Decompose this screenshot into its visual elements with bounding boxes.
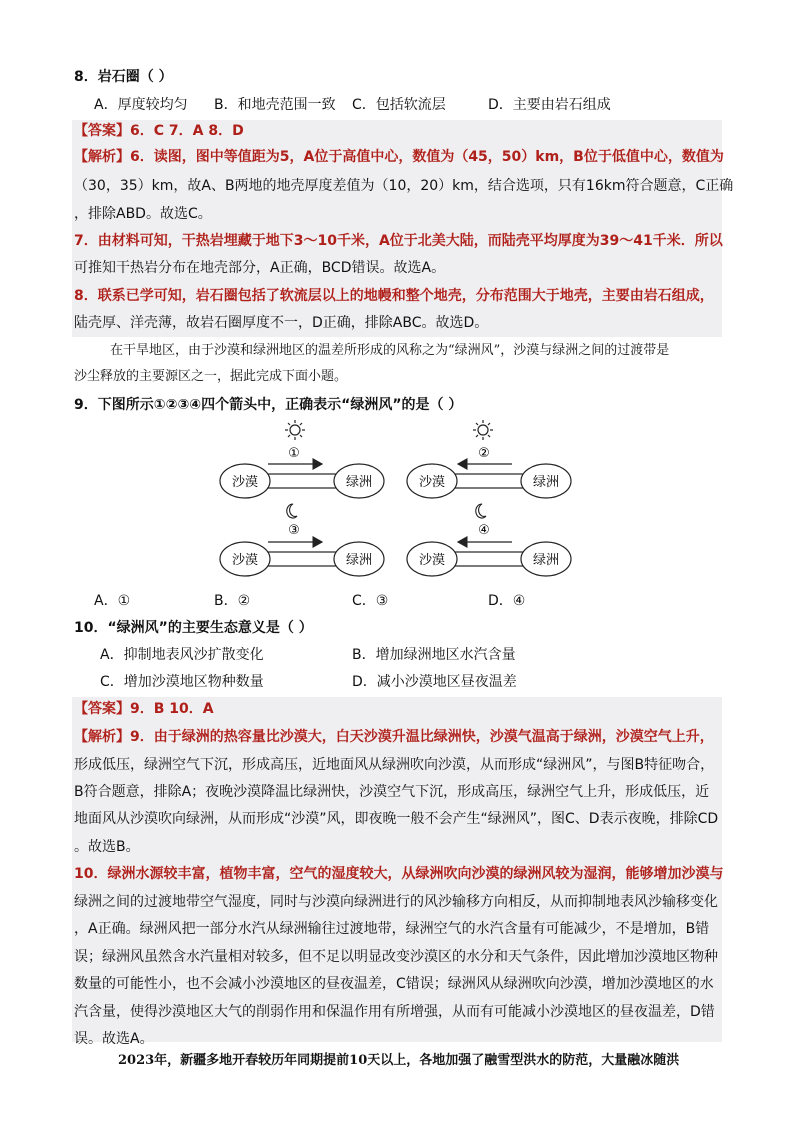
q10-option-b: B．增加绿洲地区水汽含量 bbox=[352, 647, 516, 663]
analysis-1-line-3: ，排除ABD。故选C。 bbox=[74, 206, 212, 222]
bottom-material: 2023年，新疆多地开春较历年同期提前10天以上，各地加强了融雪型洪水的防范，大量融冰随洪 bbox=[118, 1053, 680, 1068]
oasis-label-4: 绿洲 bbox=[532, 553, 560, 568]
oasis-label-3: 绿洲 bbox=[345, 553, 373, 568]
analysis-2-line-12: 误。故选A。 bbox=[74, 1031, 154, 1047]
arrow-label-2: ② bbox=[478, 446, 490, 461]
q10-option-c: C．增加沙漠地区物种数量 bbox=[100, 674, 264, 690]
material-line-2: 沙尘释放的主要源区之一，据此完成下面小题。 bbox=[74, 369, 348, 384]
q9-option-d: D．④ bbox=[488, 593, 526, 609]
oasis-label-1: 绿洲 bbox=[345, 475, 373, 490]
analysis-2-line-6: 10．绿洲水源较丰富，植物丰富，空气的湿度较大，从绿洲吹向沙漠的绿洲风较为湿润，能够增加沙漠与 bbox=[74, 866, 724, 882]
arrow-label-3: ③ bbox=[288, 523, 300, 538]
analysis-2-line-2: 形成低压，绿洲空气下沉，形成高压，近地面风从绿洲吹向沙漠，从而形成“绿洲风”，与图B特征吻合， bbox=[74, 757, 715, 773]
analysis-1-line-4: 7．由材料可知，干热岩埋藏于地下3～10千米，A位于北美大陆，而陆壳平均厚度为39～41千米．所以 bbox=[74, 233, 723, 249]
q8-option-b: B．和地壳范围一致 bbox=[214, 97, 336, 113]
q10-stem: 10．“绿洲风”的主要生态意义是（ ） bbox=[74, 620, 313, 636]
desert-label-2: 沙漠 bbox=[418, 475, 446, 490]
analysis-1-line-5: 可推知干热岩分布在地壳部分，A正确，BCD错误。故选A。 bbox=[74, 260, 446, 276]
analysis-2-line-7: 绿洲之间的过渡地带空气湿度，同时与沙漠向绿洲进行的风沙输移方向相反，从而抑制地表风沙输移变化 bbox=[74, 894, 718, 910]
desert-label-4: 沙漠 bbox=[418, 553, 446, 568]
sun-icon bbox=[285, 420, 305, 440]
oasis-wind-diagram bbox=[0, 412, 794, 612]
moon-icon bbox=[476, 504, 486, 518]
q10-option-a: A．抑制地表风沙扩散变化 bbox=[100, 647, 264, 663]
analysis-2-line-9: 误；绿洲风虽然含水汽量相对较多，但不足以明显改变沙漠区的水分和天气条件，因此增加沙漠地区物种 bbox=[74, 949, 718, 965]
analysis-2-line-10: 数量的可能性小，也不会减小沙漠地区的昼夜温差，C错误；绿洲风从绿洲吹向沙漠，增加沙漠地区的水 bbox=[74, 976, 714, 992]
analysis-1-line-6: 8．联系已学可知，岩石圈包括了软流层以上的地幔和整个地壳，分布范围大于地壳，主要由岩石组成， bbox=[74, 288, 714, 304]
answer-2: 【答案】9．B 10．A bbox=[74, 701, 214, 717]
arrow-label-4: ④ bbox=[478, 523, 490, 538]
q9-option-b: B．② bbox=[214, 593, 251, 609]
q9-stem: 9．下图所示①②③④四个箭头中，正确表示“绿洲风”的是（ ） bbox=[74, 397, 463, 413]
sun-icon bbox=[473, 420, 493, 440]
q8-option-d: D．主要由岩石组成 bbox=[488, 97, 611, 113]
analysis-2-line-1: 【解析】9．由于绿洲的热容量比沙漠大，白天沙漠升温比绿洲快，沙漠气温高于绿洲，沙漠空气上升， bbox=[74, 729, 714, 745]
q9-option-c: C．③ bbox=[352, 593, 389, 609]
analysis-2-line-3: B符合题意，排除A；夜晚沙漠降温比绿洲快，沙漠空气下沉，形成高压，绿洲空气上升，形成低压，近 bbox=[74, 784, 710, 800]
analysis-1-line-7: 陆壳厚、洋壳薄，故岩石圈厚度不一，D正确，排除ABC。故选D。 bbox=[74, 315, 489, 331]
q8-stem: 8．岩石圈（ ） bbox=[74, 69, 173, 85]
q10-option-d: D．减小沙漠地区昼夜温差 bbox=[352, 674, 517, 690]
arrow-label-1: ① bbox=[288, 446, 300, 461]
analysis-2-line-8: ，A正确。绿洲风把一部分水汽从绿洲输往过渡地带，绿洲空气的水汽含量有可能减少，不是增加，B错 bbox=[74, 921, 710, 937]
answer-1: 【答案】6．C 7．A 8．D bbox=[74, 123, 244, 139]
desert-label-1: 沙漠 bbox=[231, 475, 259, 490]
analysis-1-line-1: 【解析】6．读图，图中等值距为5，A位于高值中心，数值为（45，50）km，B位于低值中心，数值为 bbox=[74, 149, 724, 165]
material-line-1: 在干旱地区，由于沙漠和绿洲地区的温差所形成的风称之为“绿洲风”，沙漠与绿洲之间的过渡带是 bbox=[110, 343, 670, 358]
analysis-1-line-2: （30，35）km，故A、B两地的地壳厚度差值为（10，20）km，结合选项，只有16km符合题意，C正确 bbox=[74, 178, 734, 194]
analysis-2-line-4: 地面风从沙漠吹向绿洲，从而形成“沙漠”风，即夜晚一般不会产生“绿洲风”，图C、D表示夜晚，排除CD bbox=[74, 811, 719, 827]
moon-icon bbox=[287, 504, 297, 518]
q9-option-a: A．① bbox=[94, 593, 131, 609]
q8-option-c: C．包括软流层 bbox=[352, 97, 446, 113]
analysis-2-line-11: 汽含量，使得沙漠地区大气的削弱作用和保温作用有所增强，从而有可能减小沙漠地区的昼夜温差，D错 bbox=[74, 1004, 715, 1020]
oasis-label-2: 绿洲 bbox=[532, 475, 560, 490]
desert-label-3: 沙漠 bbox=[231, 553, 259, 568]
q8-option-a: A．厚度较均匀 bbox=[94, 97, 188, 113]
analysis-2-line-5: 。故选B。 bbox=[74, 839, 140, 855]
